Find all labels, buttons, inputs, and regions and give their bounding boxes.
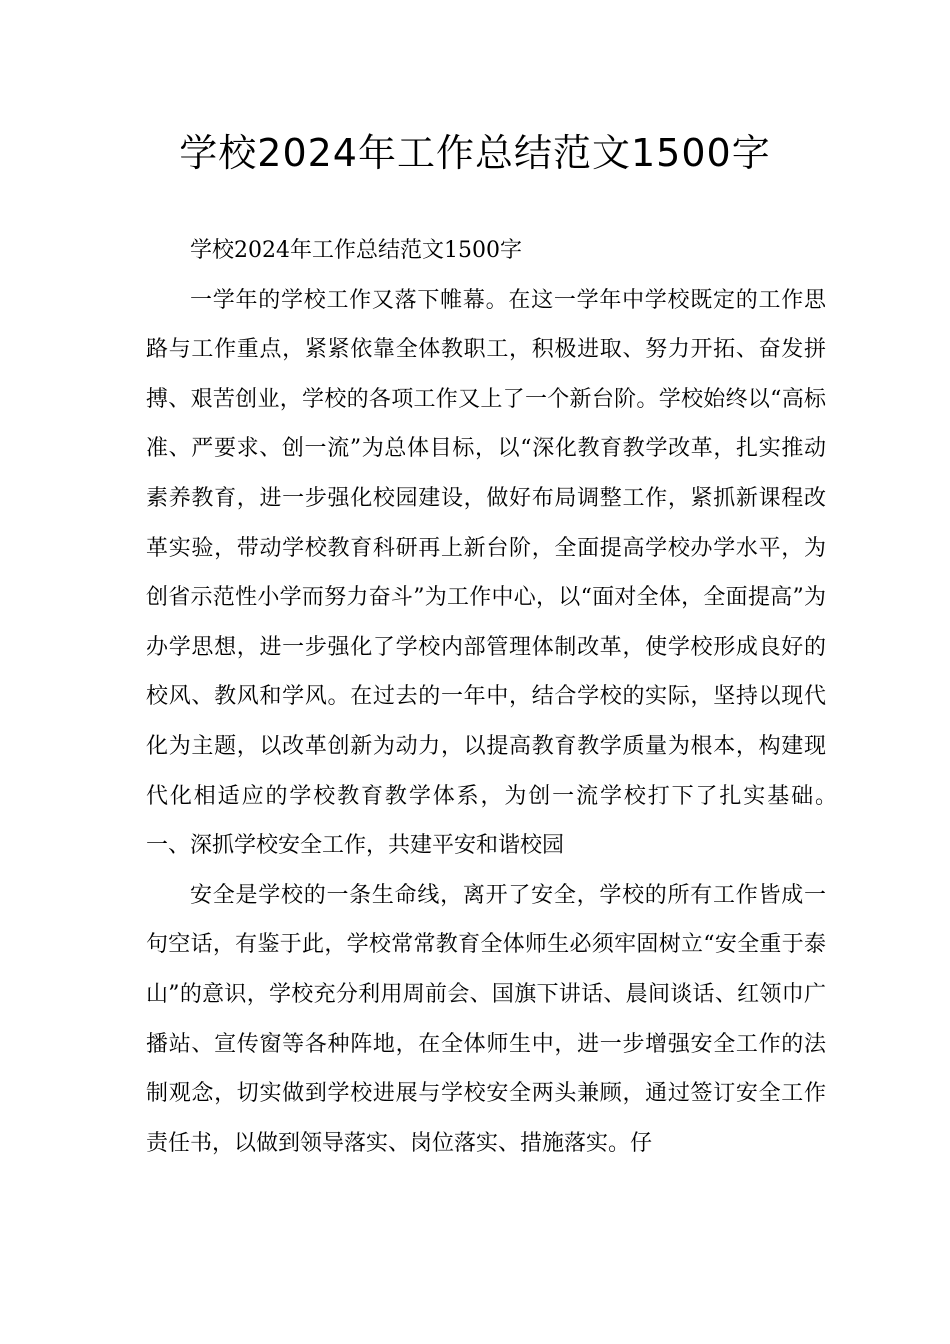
paragraph-intro: 一学年的学校工作又落下帷幕。在这一学年中学校既定的工作思路与工作重点，紧紧依靠全体教职工，积极进取、努力开拓、奋发拼搏、艰苦创业，学校的各项工作又上了一个新台阶。学校始终以“高标准、严要求、创一流”为总体目标，以“深化教育教学改革，扎实推动素养教育，进一步强化校园建设，做好布局调整工作，紧抓新课程改革实验，带动学校教育科研再上新台阶，全面提高学校办学水平，为创省示范性小学而努力奋斗”为工作中心，以“面对全体，全面提高”为办学思想，进一步强化了学校内部管理体制改革，使学校形成良好的校风、教风和学风。在过去的一年中，结合学校的实际，坚持以现代化为主题，以改革创新为动力，以提高教育教学质量为根本，构建现代化相适应的学校教育教学体系，为创一流学校打下了扎实基础。 一、深抓学校安全工作，共建平安和谐校园 [146,287,893,859]
document-title: 学校2024年工作总结范文1500字 [179,131,771,175]
paragraph-subtitle: 学校2024年工作总结范文1500字 [190,238,522,263]
paragraph-safety: 安全是学校的一条生命线，离开了安全，学校的所有工作皆成一句空话，有鉴于此，学校常常教育全体师生必须牢固树立“安全重于泰山”的意识，学校充分利用周前会、国旗下讲话、晨间谈话、红领巾广播站、宣传窗等各种阵地，在全体师生中，进一步增强安全工作的法制观念，切实做到学校进展与学校安全两头兼顾，通过签订安全工作责任书，以做到领导落实、岗位落实、措施落实。仔 [146,882,826,1156]
document-body [146,226,893,1168]
